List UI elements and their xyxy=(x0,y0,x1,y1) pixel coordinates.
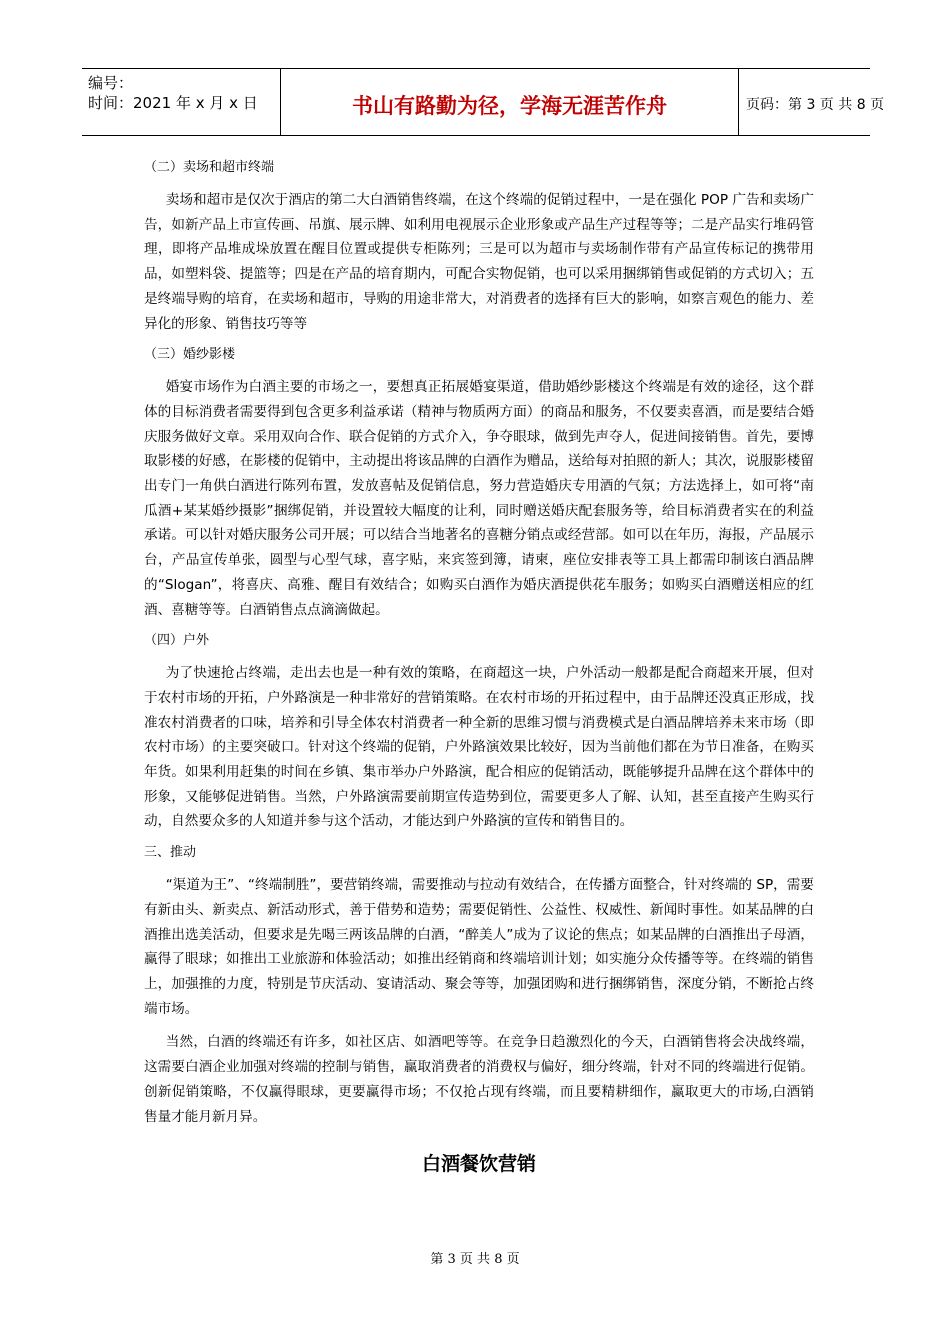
document-body xyxy=(144,150,814,1176)
section-heading: （四）户外 xyxy=(144,633,210,649)
paragraph: 卖场和超市是仅次于酒店的第二大白酒销售终端，在这个终端的促销过程中，一是在强化 POP 广告和卖场广告，如新产品上市宣传画、吊旗、展示牌、如利用电视展示企业形象或产品生产过程等等；二是产品实行堆码管理，即将产品堆成垛放置在醒目位置或提供专柜陈列；三是可以为超市与卖场制作带有产品宣传标记的携带用品，如塑料袋、提篮等；四是在产品的培育期内，可配合实物促销，也可以采用捆绑销售或促销的方式切入；五是终端导购的培育，在卖场和超市，导购的用途非常大，对消费者的选择有巨大的影响，如察言观色的能力、差异化的形象、销售技巧等等 xyxy=(144,192,814,332)
header-page-cell xyxy=(738,69,885,135)
section-heading: （三）婚纱影楼 xyxy=(144,347,236,363)
paragraph: 婚宴市场作为白酒主要的市场之一，要想真正拓展婚宴渠道，借助婚纱影楼这个终端是有效的途径，这个群体的目标消费者需要得到包含更多利益承诺（精神与物质两方面）的商品和服务，不仅要卖喜酒，而是要结合婚庆服务做好文章。采用双向合作、联合促销的方式介入，争夺眼球，做到先声夺人，促进间接销售。首先，要博取影楼的好感，在影楼的促销中，主动提出将该品牌的白酒作为赠品，送给每对拍照的新人；其次，说服影楼留出专门一角供白酒进行陈列布置，发放喜帖及促销信息，努力营造婚庆专用酒的气氛；方法选择上，如可将“南瓜酒+某某婚纱摄影”捆绑促销，并设置较大幅度的让利，同时赠送婚庆配套服务等，给目标消费者实在的利益承诺。可以针对婚庆服务公司开展；可以结合当地著名的喜糖分销点或经营部。如可以在年历，海报，产品展示台，产品宣传单张，圆型与心型气球，喜字贴，来宾签到簿，请柬，座位安排表等工具上都需印制该白酒品牌的“Slogan”，将喜庆、高雅、醒目有效结合；如购买白酒作为婚庆酒提供花车服务；如购买白酒赠送相应的红酒、喜糖等等。白酒销售点点滴滴做起。 xyxy=(144,379,814,618)
document-date-label: 时间：2021 年 x 月 x 日 xyxy=(88,94,258,112)
header-motto-cell xyxy=(280,69,739,135)
paragraph: 当然，白酒的终端还有许多，如社区店、如酒吧等等。在竞争日趋激烈化的今天，白酒销售将会决战终端，这需要白酒企业加强对终端的控制与销售，赢取消费者的消费权与偏好，细分终端，针对不同的终端进行促销。创新促销策略，不仅赢得眼球，更要赢得市场；不仅抢占现有终端，而且要精耕细作，赢取更大的市场,白酒销售量才能月新月异。 xyxy=(144,1034,814,1125)
paragraph: 为了快速抢占终端，走出去也是一种有效的策略，在商超这一块，户外活动一般都是配合商超来开展，但对于农村市场的开拓，户外路演是一种非常好的营销策略。在农村市场的开拓过程中，由于品牌还没真正形成，找准农村消费者的口味，培养和引导全体农村消费者一种全新的思维习惯与消费模式是白酒品牌培养未来市场（即农村市场）的主要突破口。针对这个终端的促销，户外路演效果比较好，因为当前他们都在为节日准备，在购买年货。如果利用赶集的时间在乡镇、集市举办户外路演，配合相应的促销活动，既能够提升品牌在这个群体中的形象，又能够促进销售。当然，户外路演需要前期宣传造势到位，需要更多人了解、认知，甚至直接产生购买行动，自然要众多的人知道并参与这个活动，才能达到户外路演的宣传和销售目的。 xyxy=(144,665,814,830)
page-footer: 第 3 页 共 8 页 xyxy=(430,1252,520,1267)
page-header xyxy=(82,68,885,136)
paragraph: “渠道为王”、“终端制胜”，要营销终端，需要推动与拉动有效结合，在传播方面整合，针对终端的 SP，需要有新由头、新卖点、新活动形式，善于借势和造势；需要促销性、公益性、权威性、新闻时事性。如某品牌的白酒推出选美活动，但要求是先喝三两该品牌的白酒，“醉美人”成为了议论的焦点；如某品牌的白酒推出子母酒，赢得了眼球；如推出工业旅游和体验活动；如推出经销商和终端培训计划；如实施分众传播等等。在终端的销售上，加强推的力度，特别是节庆活动、宴请活动、聚会等等，加强团购和进行捆绑销售，深度分销，不断抢占终端市场。 xyxy=(144,877,814,1017)
header-motto: 书山有路勤为径，学海无涯苦作舟 xyxy=(352,94,667,118)
section-heading: （二）卖场和超市终端 xyxy=(144,160,275,175)
document-number-label: 编号： xyxy=(88,74,134,92)
header-page-info: 页码：第 3 页 共 8 页 xyxy=(746,97,885,113)
header-info-cell xyxy=(82,69,280,135)
section-heading: 三、推动 xyxy=(144,845,197,861)
next-chapter-title: 白酒餐饮营销 xyxy=(421,1153,536,1176)
